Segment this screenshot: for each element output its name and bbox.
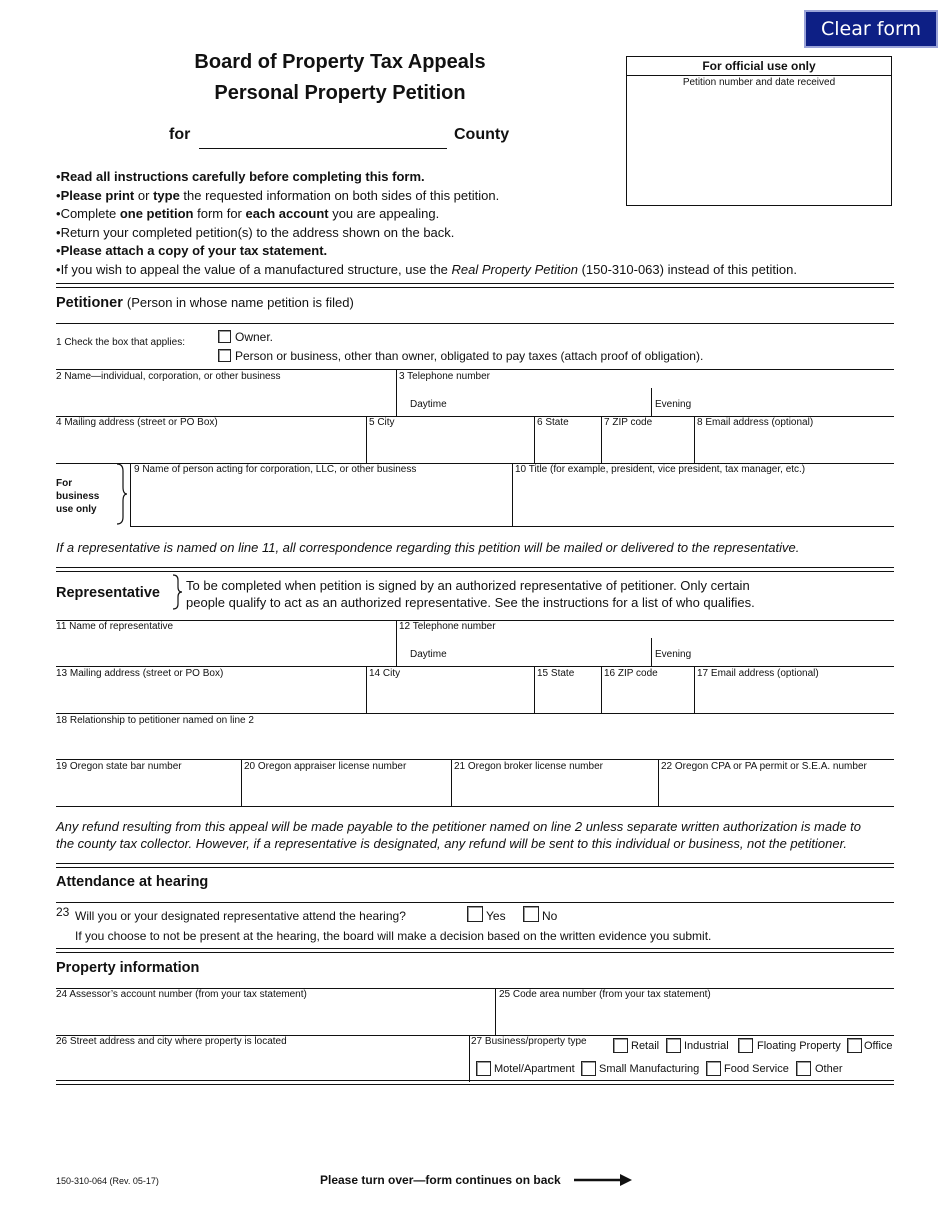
- rule: [601, 416, 602, 463]
- rule: [451, 759, 452, 806]
- representative-desc-2: people qualify to act as an authorized representative. See the instructions for a list of who qualifies.: [186, 595, 755, 610]
- field-5-label: 5 City: [369, 417, 395, 428]
- rule: [495, 988, 496, 1035]
- section-divider: [56, 948, 894, 953]
- official-use-header: For official use only: [627, 57, 891, 76]
- rule: [469, 1035, 470, 1082]
- check-label: 1 Check the box that applies:: [56, 337, 185, 348]
- rule: [56, 323, 894, 324]
- field-6-label: 6 State: [537, 417, 569, 428]
- rule: [601, 666, 602, 713]
- brace-icon: [114, 463, 128, 525]
- rule: [56, 806, 894, 807]
- business-use-label-2: business: [56, 491, 100, 502]
- form-subtitle: Personal Property Petition: [214, 82, 466, 104]
- motel-apartment-checkbox[interactable]: [476, 1061, 491, 1076]
- field-14-label: 14 City: [369, 668, 401, 679]
- county-input[interactable]: [199, 128, 447, 149]
- field-9-label: 9 Name of person acting for corporation, LLC, or other business: [134, 464, 417, 475]
- county-label: County: [454, 126, 510, 143]
- rule: [130, 526, 894, 527]
- no-label: No: [542, 909, 558, 923]
- name-input[interactable]: [56, 384, 394, 414]
- yes-label: Yes: [486, 909, 506, 923]
- section-divider: [56, 567, 894, 572]
- form-title: Board of Property Tax Appeals: [194, 51, 486, 73]
- refund-note-2: the county tax collector. However, if a representative is designated, any refund will be sent to this individual or business, not the petitioner.: [56, 836, 848, 851]
- field-4-label: 4 Mailing address (street or PO Box): [56, 417, 218, 428]
- office-label: Office: [864, 1040, 893, 1052]
- rule: [366, 666, 367, 713]
- field-19-label: 19 Oregon state bar number: [56, 761, 182, 772]
- rule: [651, 388, 652, 416]
- retail-checkbox[interactable]: [613, 1038, 628, 1053]
- daytime-label: Daytime: [410, 399, 447, 410]
- rule: [694, 416, 695, 463]
- arrow-right-icon: [574, 1173, 634, 1187]
- field-26-label: 26 Street address and city where property is located: [56, 1036, 287, 1047]
- field-25-label: 25 Code area number (from your tax statement): [499, 989, 711, 1000]
- attend-yes-checkbox[interactable]: [467, 906, 483, 922]
- rule: [658, 759, 659, 806]
- instruction-item: •Return your completed petition(s) to the address shown on the back.: [56, 224, 455, 240]
- representative-desc-1: To be completed when petition is signed by an authorized representative of petitioner. Only certain: [186, 578, 750, 593]
- attendance-question: Will you or your designated representative attend the hearing?: [75, 909, 406, 923]
- field-7-label: 7 ZIP code: [604, 417, 653, 428]
- field-24-label: 24 Assessor’s account number (from your tax statement): [56, 989, 307, 1000]
- floating-property-label: Floating Property: [757, 1040, 841, 1052]
- industrial-checkbox[interactable]: [666, 1038, 681, 1053]
- field-8-label: 8 Email address (optional): [697, 417, 814, 428]
- instruction-item: •If you wish to appeal the value of a manufactured structure, use the Real Property Petition (150-310-063) instead of this petition.: [56, 261, 797, 277]
- rule: [534, 666, 535, 713]
- field-12-label: 12 Telephone number: [399, 621, 496, 632]
- field-15-label: 15 State: [537, 668, 575, 679]
- rule: [396, 369, 397, 416]
- field-18-label: 18 Relationship to petitioner named on line 2: [56, 715, 254, 726]
- rule: [56, 902, 894, 903]
- field-17-label: 17 Email address (optional): [697, 668, 819, 679]
- field-3-label: 3 Telephone number: [399, 371, 490, 382]
- floating-property-checkbox[interactable]: [738, 1038, 753, 1053]
- other-label: Other: [815, 1063, 843, 1075]
- daytime-label: Daytime: [410, 649, 447, 660]
- owner-label: Owner.: [235, 330, 274, 344]
- other-obligated-checkbox[interactable]: [218, 349, 231, 362]
- representative-heading: Representative: [56, 585, 160, 601]
- other-checkbox[interactable]: [796, 1061, 811, 1076]
- refund-note-1: Any refund resulting from this appeal will be made payable to the petitioner named on line 2 unless separate written authorization is made to: [56, 819, 862, 834]
- instructions-list: [56, 168, 797, 280]
- business-use-label-1: For: [56, 478, 73, 489]
- other-obligated-label: Person or business, other than owner, obligated to pay taxes (attach proof of obligation).: [235, 349, 704, 363]
- business-use-label-3: use only: [56, 504, 97, 515]
- section-divider: [56, 1080, 894, 1085]
- field-2-label: 2 Name—individual, corporation, or other business: [56, 371, 281, 382]
- turn-over-note: Please turn over—form continues on back: [320, 1173, 561, 1187]
- owner-checkbox[interactable]: [218, 330, 231, 343]
- rule: [130, 463, 131, 526]
- rule: [694, 666, 695, 713]
- food-service-checkbox[interactable]: [706, 1061, 721, 1076]
- motel-apartment-label: Motel/Apartment: [494, 1063, 575, 1075]
- representative-note: If a representative is named on line 11, all correspondence regarding this petition will be mailed or delivered to the representative.: [56, 540, 800, 555]
- field-27-label: 27 Business/property type: [471, 1036, 587, 1047]
- rule: [56, 759, 894, 760]
- attend-no-checkbox[interactable]: [523, 906, 539, 922]
- form-number: 150-310-064 (Rev. 05-17): [56, 1176, 159, 1186]
- instruction-item: •Complete one petition form for each account you are appealing.: [56, 206, 440, 222]
- retail-label: Retail: [631, 1040, 660, 1052]
- field-11-label: 11 Name of representative: [56, 621, 174, 632]
- rule: [241, 759, 242, 806]
- field-22-label: 22 Oregon CPA or PA permit or S.E.A. number: [661, 761, 867, 772]
- section-divider: [56, 283, 894, 288]
- attendance-heading: Attendance at hearing: [56, 874, 209, 890]
- instruction-item: •Please print or type the requested information on both sides of this petition.: [56, 187, 500, 203]
- small-manufacturing-checkbox[interactable]: [581, 1061, 596, 1076]
- field-13-label: 13 Mailing address (street or PO Box): [56, 668, 224, 679]
- field-20-label: 20 Oregon appraiser license number: [244, 761, 407, 772]
- field-16-label: 16 ZIP code: [604, 668, 658, 679]
- petitioner-heading: Petitioner (Person in whose name petition is filed): [56, 295, 354, 311]
- rule: [56, 666, 894, 667]
- rule: [396, 620, 397, 667]
- rule: [512, 463, 513, 526]
- office-checkbox[interactable]: [847, 1038, 862, 1053]
- field-10-label: 10 Title (for example, president, vice president, tax manager, etc.): [515, 464, 806, 475]
- evening-label: Evening: [655, 649, 692, 660]
- food-service-label: Food Service: [724, 1063, 789, 1075]
- instruction-item: •Read all instructions carefully before completing this form.: [56, 169, 425, 184]
- rule: [534, 416, 535, 463]
- section-divider: [56, 863, 894, 868]
- field-23-number: 23: [56, 905, 70, 919]
- attendance-note: If you choose to not be present at the hearing, the board will make a decision based on the written evidence you submit.: [75, 929, 712, 943]
- industrial-label: Industrial: [684, 1040, 729, 1052]
- clear-form-button[interactable]: Clear form: [804, 10, 938, 48]
- for-label: for: [169, 126, 191, 143]
- rule: [366, 416, 367, 463]
- official-use-sub: Petition number and date received: [682, 77, 836, 88]
- small-manufacturing-label: Small Manufacturing: [599, 1063, 700, 1075]
- rule: [56, 369, 894, 370]
- evening-label: Evening: [655, 399, 692, 410]
- property-heading: Property information: [56, 960, 200, 976]
- instruction-item: •Please attach a copy of your tax statement.: [56, 243, 328, 259]
- rule: [651, 638, 652, 667]
- field-21-label: 21 Oregon broker license number: [454, 761, 603, 772]
- brace-icon: [170, 574, 184, 610]
- rule: [56, 713, 894, 714]
